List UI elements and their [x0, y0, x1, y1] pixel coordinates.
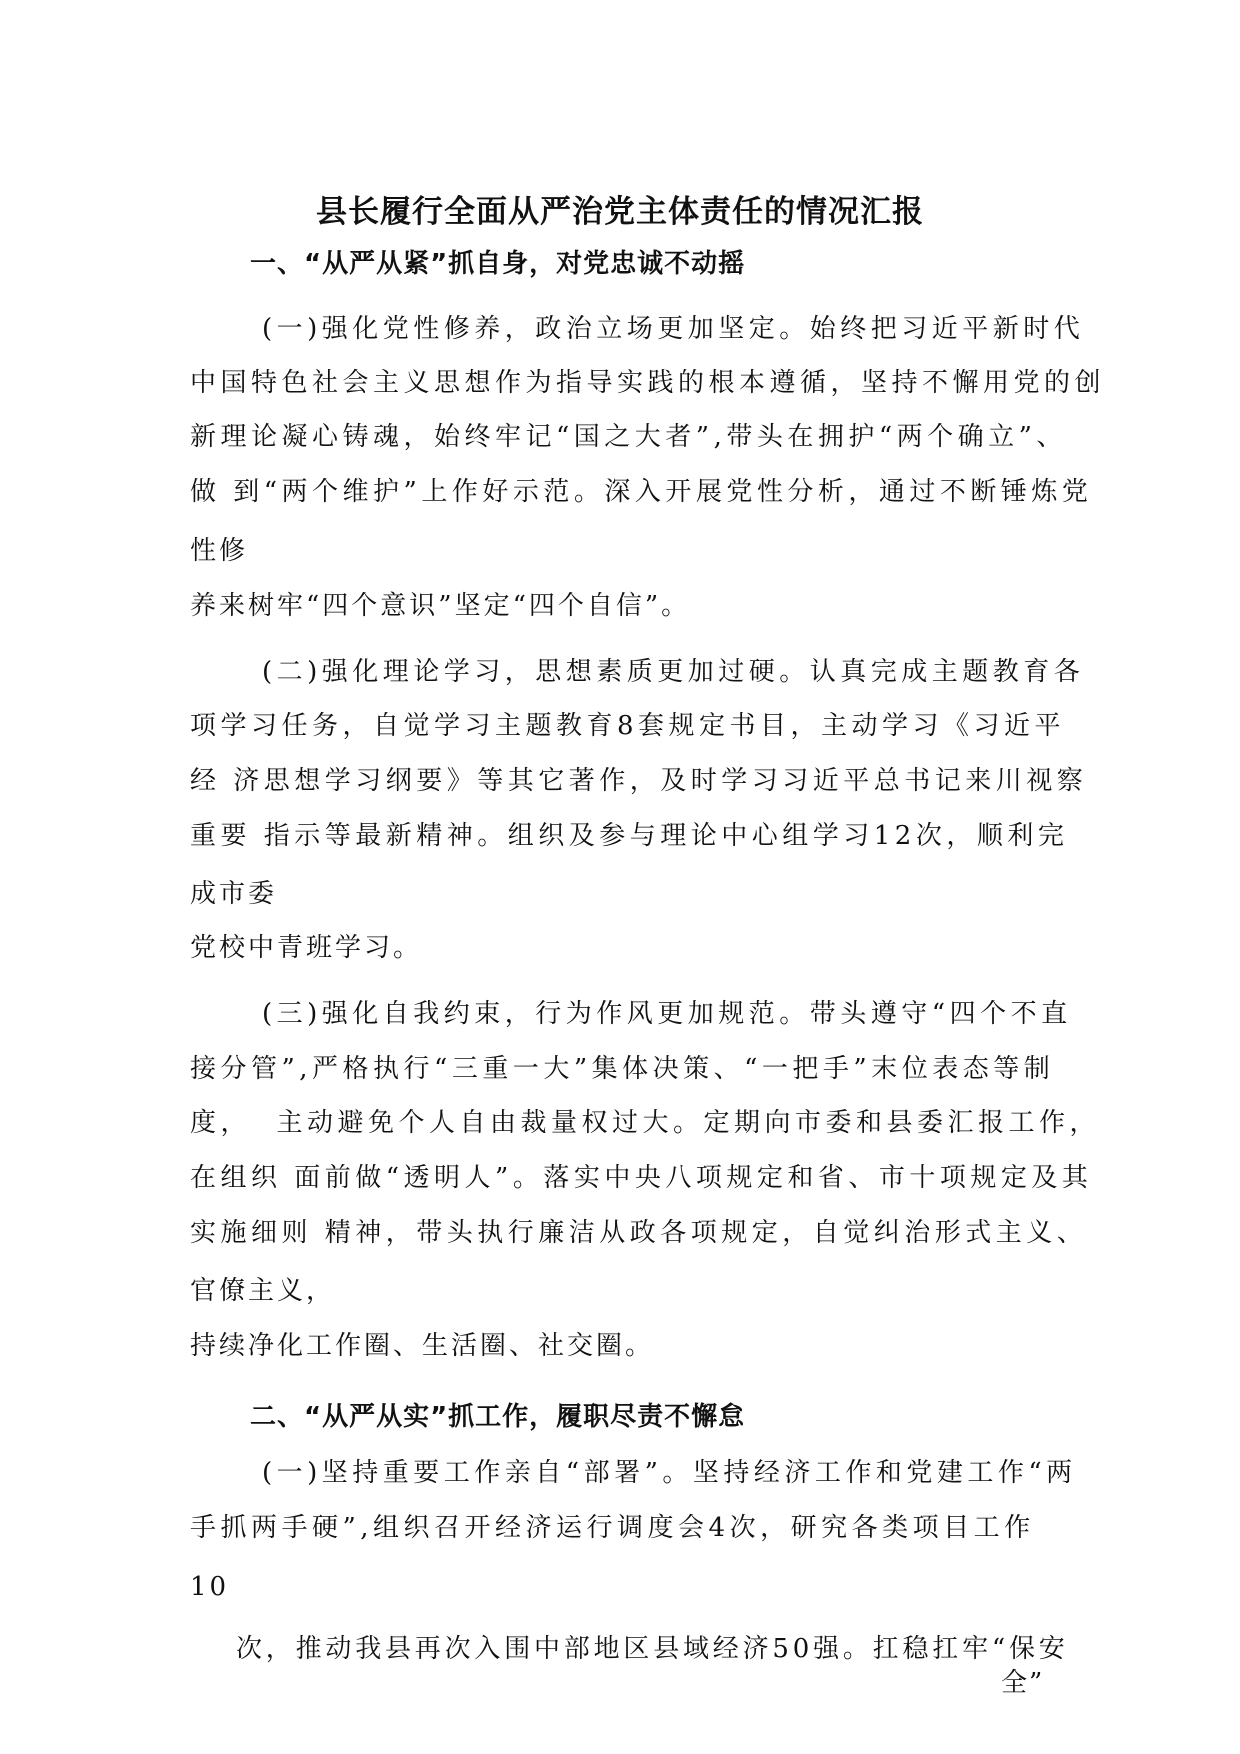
paragraph-line: 项学习任务，自觉学习主题教育8套规定书目，主动学习《习近平	[190, 711, 1066, 741]
paragraph-line: 度， 主动避免个人自由裁量权过大。定期向市委和县委汇报工作，	[190, 1108, 1101, 1138]
section-heading-1: 一、“从严从紧”抓自身，对党忠诚不动摇	[250, 249, 746, 279]
paragraph-line: 接分管”,严格执行“三重一大”集体决策、“一把手”末位表态等制	[190, 1054, 1055, 1084]
paragraph-line: 手抓两手硬”,组织召开经济运行调度会4次，研究各类项目工作	[190, 1513, 1035, 1543]
paragraph-line: 经 济思想学习纲要》等其它著作，及时学习习近平总书记来川视察	[190, 766, 1088, 796]
paragraph-line: 在组织 面前做“透明人”。落实中央八项规定和省、市十项规定及其	[190, 1163, 1093, 1193]
paragraph-line: 性修	[190, 536, 249, 566]
paragraph-line: (三)强化自我约束，行为作风更加规范。带头遵守“四个不直	[262, 999, 1072, 1029]
paragraph-line: 实施细则 精神，带头执行廉洁从政各项规定，自觉纠治形式主义、	[190, 1218, 1088, 1248]
paragraph-line: 党校中青班学习。	[190, 933, 423, 963]
paragraph-line: 次，推动我县再次入围中部地区县域经济50强。扛稳扛牢“保安	[236, 1634, 1069, 1664]
paragraph-line: 做 到“两个维护”上作好示范。深入开展党性分析，通过不断锤炼党	[190, 477, 1093, 507]
paragraph-line: 全”	[1001, 1668, 1045, 1698]
paragraph-line: (二)强化理论学习，思想素质更加过硬。认真完成主题教育各	[262, 657, 1085, 687]
paragraph-line: 10	[190, 1572, 230, 1602]
paragraph-line: 中国特色社会主义思想作为指导实践的根本遵循，坚持不懈用党的创	[190, 368, 1106, 398]
paragraph-line: 持续净化工作圈、生活圈、社交圈。	[190, 1331, 655, 1361]
paragraph-line: 养来树牢“四个意识”坚定“四个自信”。	[190, 591, 691, 621]
document-title: 县长履行全面从严治党主体责任的情况汇报	[316, 194, 924, 230]
section-heading-2: 二、“从严从实”抓工作，履职尽责不懈怠	[250, 1402, 746, 1432]
paragraph-line: 成市委	[190, 879, 278, 909]
paragraph-line: 新理论凝心铸魂，始终牢记“国之大者”,带头在拥护“两个确立”、	[190, 422, 1067, 452]
paragraph-line: (一)强化党性修养，政治立场更加坚定。始终把习近平新时代	[262, 314, 1085, 344]
paragraph-line: 官僚主义，	[190, 1276, 336, 1306]
paragraph-line: 重要 指示等最新精神。组织及参与理论中心组学习12次，顺利完	[190, 821, 1069, 851]
paragraph-line: (一)坚持重要工作亲自“部署”。坚持经济工作和党建工作“两	[262, 1458, 1077, 1488]
